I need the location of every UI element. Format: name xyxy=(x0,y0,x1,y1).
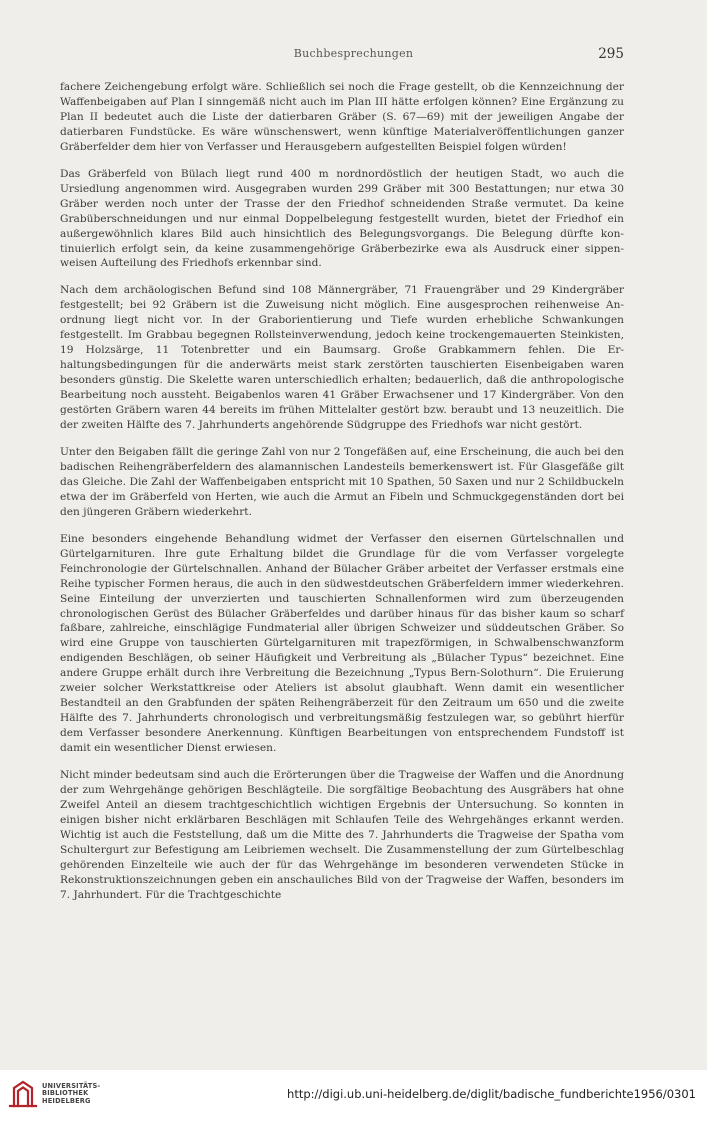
logo-line: HEIDELBERG xyxy=(42,1096,91,1105)
logo-line: BIBLIOTHEK xyxy=(42,1089,89,1098)
paragraph: Nicht minder bedeutsam sind auch die Erörterungen über die Tragweise der Waffen und die Anordnung der zum Wehrgehänge gehörigen Beschlägteile. Die sorgfältige Beobachtung des Ausgräbers hat ohne Zweifel Anteil an diesem trachtgeschichtlich wichtigen Ergebnis der Untersuchung. So konnten in einigen bisher nicht erklärbaren Beschlägen mit Schlaufen Teile des Wehrgehänges erkannt werden. Wichtig ist auch die Feststellung, daß um die Mitte des 7. Jahrhunderts die Tragweise der Spatha vom Schultergurt zur Befestigung am Leibriemen wechselt. Die Zusammenstellung der zum Gürtelbeschlag gehörenden Einzelteile wie auch der für das Wehrgehänge im besonderen verwendeten Stücke in Rekonstruktionszeichnungen geben ein anschauliches Bild von der Tragweise der Waffen, besonders im 7. Jahrhundert. Für die Trachtgeschichte xyxy=(60,769,624,901)
paragraph: Nach dem archäologischen Befund sind 108 Männergräber, 71 Frauengräber und 29 Kindergräber festgestellt; bei 92 Gräbern ist die Zuweisung nicht möglich. Eine ausgesprochen reihenweise Anordnung liegt nicht vor. In der Graborientierung und Tiefe wurden erhebliche Schwankungen festgestellt. Im Grabbau begegnen Rollsteinverwendung, jedoch keine trockengemauerten Steinkisten, 19 Holzsärge, 11 Totenbretter und ein Baumsarg. Große Grabkammern fehlen. Die Erhaltungsbedingungen für die anderwärts meist stark zerstörten tauschierten Eisenbeigaben waren besonders günstig. Die Skelette waren unterschiedlich erhalten; bedauerlich, daß die anthropologische Bearbeitung noch aussteht. Beigabenlos waren 41 Gräber Erwachsener und 17 Kindergräber. Von den gestörten Gräbern waren 44 bereits im frühen Mittelalter gestört bzw. beraubt und 13 neuzeitlich. Die der zweiten Hälfte des 7. Jahrhunderts angehörende Südgruppe des Friedhofs war nicht gestört. xyxy=(60,284,624,432)
paragraph: fachere Zeichengebung erfolgt wäre. Schließlich sei noch die Frage gestellt, ob die Kennzeichnung der Waffenbeigaben auf Plan I sinngemäß nicht auch im Plan III hätte erfolgen können? Eine Ergänzung zu Plan II bedeutet auch die Liste der datierbaren Gräber (S. 67—69) mit der jeweiligen Angabe der datierbaren Fundstücke. Es wäre wünschenswert, wenn künftige Materialveröffentlichungen ganzer Gräberfelder dem hier von Verfasser und Herausgebern aufgestellten Beispiel folgen würden! xyxy=(60,81,624,153)
paragraph: Das Gräberfeld von Bülach liegt rund 400 m nordnordöstlich der heutigen Stadt, wo auch die Ursiedlung angenommen wird. Ausgegraben wurden 299 Gräber mit 300 Bestattungen; nur etwa 30 Gräber werden noch unter der Trasse der den Friedhof schneidenden Straße vermutet. Da keine Grabüberschneidungen und nur einmal Doppelbelegung festgestellt wurden, bietet der Friedhof ein außergewöhnlich klares Bild auch hinsichtlich des Belegungsvorgangs. Die Belegung dürfte kontinuierlich erfolgt sein, da keine zusammengehörige Gräberbezirke ewa als Ausdruck einer sippenweisen Aufteilung des Friedhofs erkennbar sind. xyxy=(60,167,624,270)
paragraph: Eine besonders eingehende Behandlung widmet der Verfasser den eisernen Gürtelschnallen und Gürtelgarnituren. Ihre gute Erhaltung bildet die Grundlage für die vom Verfasser vorgelegte Feinchronologie der Gürtelschnallen. Anhand der Bülacher Gräber arbeitet der Verfasser erstmals eine Reihe typischer Formen heraus, die auch in den südwestdeutschen Gräberfeldern immer wiederkehren. Seine Einteilung der unverzierten und tauschierten Schnallenformen wird zum überzeugenden chronologischen Gerüst des Bülacher Gräberfeldes und darüber hinaus für das bisher kaum so scharf faßbare, zahlreiche, einschlägige Fundmaterial aller übrigen Schweizer und süddeutschen Gräber. So wird eine Gruppe von tauschierten Gürtelgarnituren mit trapezförmigen, in Schwalbenschwanzform endigenden Beschlägen, ob seiner Häufigkeit und Verbreitung als „Bülacher Typus“ bezeichnet. Eine andere Gruppe erhält durch ihre Verbreitung die Bezeichnung „Typus Bern-Solothurn“. Die Eruierung zweier solcher Werkstattkreise oder Ateliers ist absolut glaubhaft. Wenn damit ein wesentlicher Bestandteil an den Grabfunden der späten Reihengräberzeit für den Zeitraum um 650 und die zweite Hälfte des 7. Jahrhunderts chronologisch und verbreitungsmäßig festzulegen war, so gebührt hierfür dem Verfasser besondere Anerkennung. Künftigen Bearbeitungen von entsprechendem Fundstoff ist damit ein wesentlicher Dienst erwiesen. xyxy=(60,532,624,755)
running-head: Buchbesprechungen xyxy=(293,47,414,60)
library-logo-icon xyxy=(8,1078,38,1110)
source-url-link[interactable]: http://digi.ub.uni-heidelberg.de/diglit/badische_fundberichte1956/0301 xyxy=(287,1087,696,1101)
library-logo-text xyxy=(42,1083,100,1105)
paragraph: Unter den Beigaben fällt die geringe Zahl von nur 2 Tongefäßen auf, eine Erscheinung, die auch bei den badischen Reihengräberfeldern des alamannischen Landesteils bemerkenswert ist. Für Glasgefäße gilt das Gleiche. Die Zahl der Waffenbeigaben entspricht mit 10 Spathen, 50 Saxen und nur 2 Schildbuckeln etwa der im Gräberfeld von Herten, wie auch die Armut an Fibeln und Schmuckgegenständen dort bei den jüngeren Gräbern wiederkehrt. xyxy=(60,445,624,518)
library-logo[interactable] xyxy=(8,1076,138,1116)
logo-line: UNIVERSITÄTS- xyxy=(42,1082,101,1090)
page-header xyxy=(0,47,707,69)
body-text xyxy=(60,80,624,903)
page-number: 295 xyxy=(598,46,624,62)
footer-bar xyxy=(0,1070,707,1121)
